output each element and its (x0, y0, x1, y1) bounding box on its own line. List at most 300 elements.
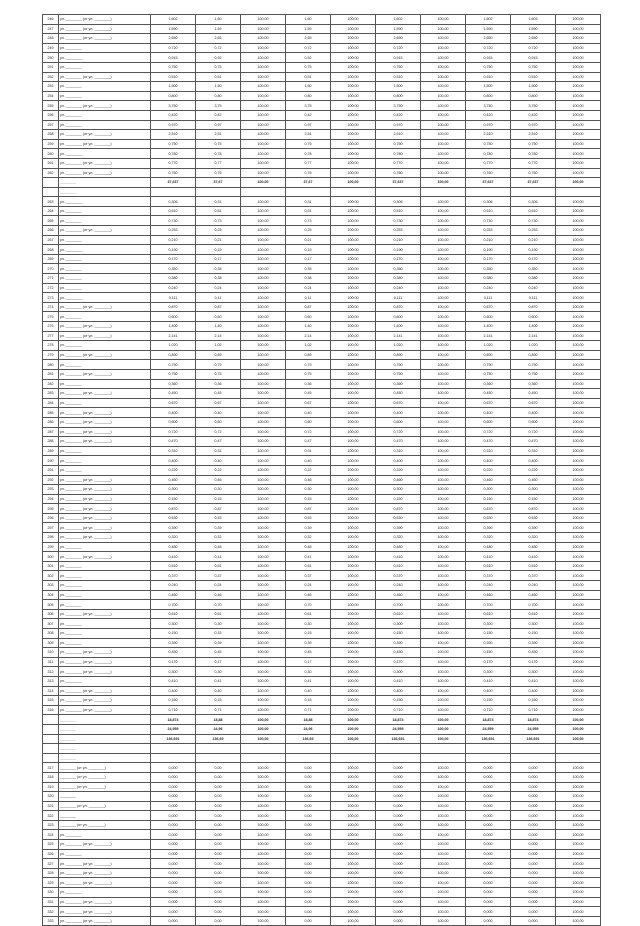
row-number: 272 (43, 283, 59, 293)
value-cell: 100,00 (421, 427, 466, 437)
value-cell (196, 753, 241, 763)
value-cell: 100,00 (421, 772, 466, 782)
value-cell: 0,24 (286, 283, 331, 293)
value-cell: 0,17 (286, 657, 331, 667)
value-cell: 0,750 (511, 62, 556, 72)
value-cell: 100,00 (556, 293, 601, 303)
value-cell (331, 744, 376, 754)
street-name: ул. ________ (от ул. ________) (59, 878, 151, 888)
value-cell: 100,00 (556, 178, 601, 188)
row-number: 318 (43, 772, 59, 782)
value-cell: 0,150 (151, 696, 196, 706)
value-cell: 0,000 (466, 888, 511, 898)
table-row (43, 360, 601, 370)
value-cell: 0,000 (151, 801, 196, 811)
value-cell: 100,00 (331, 667, 376, 677)
value-cell: 0,40 (196, 686, 241, 696)
value-cell: 0,000 (511, 820, 556, 830)
value-cell: 0,73 (196, 216, 241, 226)
value-cell: 0,00 (196, 811, 241, 821)
value-cell: 0,75 (196, 62, 241, 72)
value-cell: 0,510 (511, 206, 556, 216)
street-name: ул. ________ (59, 629, 151, 639)
table-row (43, 254, 601, 264)
value-cell: 100,00 (331, 907, 376, 917)
table-row (43, 849, 601, 859)
value-cell: 100,00 (421, 341, 466, 351)
value-cell: 0,61 (196, 609, 241, 619)
table-row (43, 629, 601, 639)
value-cell: 100,00 (331, 859, 376, 869)
value-cell: 0,47 (196, 437, 241, 447)
value-cell: 0,750 (466, 139, 511, 149)
value-cell: 100,00 (241, 715, 286, 725)
street-name: ул. ________ (59, 149, 151, 159)
value-cell: 0,410 (466, 676, 511, 686)
row-number: 306 (43, 609, 59, 619)
value-cell: 100,00 (331, 446, 376, 456)
value-cell: 100,00 (556, 897, 601, 907)
value-cell: 0,170 (376, 657, 421, 667)
value-cell: 0,15 (286, 494, 331, 504)
street-name: ________ (59, 811, 151, 821)
value-cell: 100,00 (556, 408, 601, 418)
value-cell: 0,75 (286, 139, 331, 149)
row-number: 268 (43, 245, 59, 255)
value-cell: 0,92 (286, 53, 331, 63)
value-cell: 100,00 (556, 552, 601, 562)
value-cell: 1,50 (196, 82, 241, 92)
row-number: 264 (43, 206, 59, 216)
table-row (43, 456, 601, 466)
value-cell (331, 753, 376, 763)
value-cell (286, 187, 331, 197)
value-cell: 0,000 (376, 772, 421, 782)
value-cell: 100,00 (331, 763, 376, 773)
value-cell: 0,253 (511, 226, 556, 236)
value-cell: 100,00 (556, 763, 601, 773)
value-cell (151, 753, 196, 763)
value-cell: 100,00 (241, 763, 286, 773)
value-cell: 100,00 (421, 801, 466, 811)
value-cell: 0,320 (151, 533, 196, 543)
value-cell: 100,00 (241, 581, 286, 591)
value-cell: 0,700 (151, 600, 196, 610)
value-cell: 0,970 (466, 120, 511, 130)
table-row (43, 293, 601, 303)
value-cell: 0,000 (151, 897, 196, 907)
value-cell: 0,750 (376, 369, 421, 379)
value-cell: 0,420 (511, 110, 556, 120)
value-cell: 0,51 (286, 72, 331, 82)
value-cell: 100,00 (421, 849, 466, 859)
value-cell: 0,320 (466, 533, 511, 543)
table-row (43, 34, 601, 44)
value-cell: 100,00 (556, 331, 601, 341)
value-cell (556, 753, 601, 763)
row-number (43, 178, 59, 188)
value-cell: 100,00 (331, 178, 376, 188)
street-name: ул. ________ (от ул. ________) (59, 648, 151, 658)
value-cell: 0,000 (466, 868, 511, 878)
street-name: ул. ________ (59, 245, 151, 255)
value-cell: 0,30 (196, 667, 241, 677)
value-cell: 100,00 (421, 206, 466, 216)
value-cell: 100,00 (241, 868, 286, 878)
value-cell: 100,00 (331, 149, 376, 159)
value-cell: 100,00 (421, 638, 466, 648)
value-cell: 100,00 (331, 283, 376, 293)
value-cell: 100,00 (421, 859, 466, 869)
value-cell: 0,42 (286, 110, 331, 120)
value-cell: 100,00 (556, 398, 601, 408)
value-cell: 100,00 (241, 609, 286, 619)
value-cell: 100,00 (241, 619, 286, 629)
value-cell: 100,00 (241, 907, 286, 917)
value-cell: 100,00 (556, 561, 601, 571)
value-cell: 100,00 (421, 533, 466, 543)
value-cell: 0,240 (151, 283, 196, 293)
value-cell: 100,00 (331, 139, 376, 149)
row-number: 301 (43, 561, 59, 571)
value-cell: 100,00 (331, 408, 376, 418)
value-cell: 1,500 (151, 82, 196, 92)
value-cell: 100,00 (556, 437, 601, 447)
row-number: 287 (43, 427, 59, 437)
value-cell: 100,00 (331, 235, 376, 245)
street-name: ул. ________ (от ул. ________) (59, 504, 151, 514)
value-cell: 100,00 (421, 72, 466, 82)
value-cell: 0,000 (466, 840, 511, 850)
value-cell: 0,46 (196, 475, 241, 485)
table-row (43, 561, 601, 571)
street-name: ул. ________ (59, 398, 151, 408)
value-cell: 0,400 (466, 456, 511, 466)
value-cell: 100,00 (421, 792, 466, 802)
value-cell: 24,96 (286, 724, 331, 734)
row-number: 297 (43, 523, 59, 533)
value-cell: 100,00 (556, 216, 601, 226)
table-row (43, 197, 601, 207)
value-cell: 100,00 (241, 82, 286, 92)
value-cell: 100,00 (556, 657, 601, 667)
value-cell: 0,870 (466, 302, 511, 312)
value-cell: 100,00 (421, 43, 466, 53)
value-cell: 0,720 (466, 427, 511, 437)
value-cell: 0,400 (466, 408, 511, 418)
value-cell: 0,00 (286, 820, 331, 830)
value-cell: 0,150 (151, 629, 196, 639)
value-cell: 0,51 (286, 206, 331, 216)
value-cell: 0,450 (511, 648, 556, 658)
value-cell: 100,00 (331, 312, 376, 322)
value-cell: 100,00 (556, 360, 601, 370)
street-name: ул. ________ (59, 312, 151, 322)
value-cell: 2,141 (466, 331, 511, 341)
value-cell: 100,00 (421, 504, 466, 514)
value-cell: 0,240 (376, 581, 421, 591)
value-cell: 100,00 (556, 15, 601, 25)
value-cell: 0,310 (511, 446, 556, 456)
street-name: ул. ________ (59, 571, 151, 581)
table-row (43, 322, 601, 332)
row-number: 265 (43, 216, 59, 226)
value-cell: 100,00 (556, 859, 601, 869)
value-cell: 0,48 (286, 542, 331, 552)
value-cell: 0,000 (151, 907, 196, 917)
value-cell: 0,24 (196, 283, 241, 293)
value-cell: 0,915 (151, 53, 196, 63)
value-cell: 0,170 (376, 254, 421, 264)
table-row (43, 667, 601, 677)
value-cell: 100,00 (421, 916, 466, 926)
value-cell: 0,670 (376, 398, 421, 408)
table-row (43, 648, 601, 658)
row-number: 329 (43, 878, 59, 888)
row-number: 253 (43, 82, 59, 92)
value-cell: 0,790 (511, 360, 556, 370)
value-cell: 1,59 (196, 24, 241, 34)
value-cell: 0,750 (511, 369, 556, 379)
table-row (43, 772, 601, 782)
value-cell: 0,915 (376, 53, 421, 63)
value-cell: 0,800 (511, 91, 556, 101)
street-name: ул. ________ (59, 600, 151, 610)
value-cell: 100,00 (421, 254, 466, 264)
value-cell: 1,400 (151, 322, 196, 332)
street-name: ул. ________ (59, 293, 151, 303)
value-cell: 100,00 (241, 24, 286, 34)
street-name: ул. ________ (от ул. ________) (59, 840, 151, 850)
row-number: 277 (43, 331, 59, 341)
value-cell: 0,000 (151, 763, 196, 773)
value-cell: 100,00 (421, 600, 466, 610)
value-cell: 100,00 (421, 494, 466, 504)
value-cell: 100,00 (331, 24, 376, 34)
value-cell: 100,00 (556, 312, 601, 322)
value-cell: 0,60 (196, 417, 241, 427)
value-cell: 100,00 (556, 139, 601, 149)
table-row (43, 62, 601, 72)
value-cell: 0,253 (466, 226, 511, 236)
value-cell: 0,000 (376, 820, 421, 830)
value-cell: 24,959 (376, 724, 421, 734)
value-cell: 100,00 (241, 533, 286, 543)
value-cell (376, 744, 421, 754)
value-cell: 100,00 (331, 226, 376, 236)
street-name: ул. ________ (от ул. ________) (59, 427, 151, 437)
value-cell: 100,00 (421, 811, 466, 821)
value-cell: 37,637 (376, 178, 421, 188)
row-number: 271 (43, 274, 59, 284)
value-cell: 100,00 (421, 274, 466, 284)
table-row (43, 523, 601, 533)
value-cell: 0,51 (196, 206, 241, 216)
value-cell: 100,00 (556, 600, 601, 610)
value-cell: 1,590 (376, 24, 421, 34)
value-cell: 100,00 (421, 734, 466, 744)
value-cell: 0,45 (286, 648, 331, 658)
value-cell (421, 744, 466, 754)
value-cell: 100,00 (421, 830, 466, 840)
value-cell: 0,700 (511, 600, 556, 610)
value-cell: 100,00 (241, 130, 286, 140)
value-cell: 0,800 (151, 91, 196, 101)
value-cell: 0,220 (511, 465, 556, 475)
value-cell: 0,400 (376, 456, 421, 466)
value-cell: 100,00 (241, 245, 286, 255)
value-cell: 0,79 (286, 360, 331, 370)
value-cell: 0,790 (151, 360, 196, 370)
value-cell: 0,30 (286, 619, 331, 629)
value-cell: 100,00 (556, 696, 601, 706)
street-name: ________ (59, 715, 151, 725)
value-cell: 0,190 (151, 245, 196, 255)
value-cell: 100,00 (331, 686, 376, 696)
value-cell: 0,253 (376, 226, 421, 236)
value-cell: 136,69 (286, 734, 331, 744)
row-number: 266 (43, 226, 59, 236)
value-cell: 0,77 (196, 158, 241, 168)
table-summary-row (43, 724, 601, 734)
value-cell: 0,890 (466, 350, 511, 360)
value-cell: 100,00 (241, 590, 286, 600)
table-row (43, 398, 601, 408)
table-row (43, 446, 601, 456)
value-cell: 100,00 (556, 446, 601, 456)
value-cell: 136,69 (196, 734, 241, 744)
value-cell: 100,00 (556, 283, 601, 293)
value-cell: 100,00 (421, 657, 466, 667)
value-cell: 0,000 (151, 811, 196, 821)
value-cell: 100,00 (241, 513, 286, 523)
value-cell: 100,00 (421, 322, 466, 332)
value-cell: 100,00 (556, 878, 601, 888)
value-cell: 0,610 (511, 609, 556, 619)
value-cell: 100,00 (241, 110, 286, 120)
value-cell: 0,300 (511, 667, 556, 677)
row-number: 293 (43, 485, 59, 495)
value-cell: 24,959 (151, 724, 196, 734)
value-cell: 100,00 (241, 888, 286, 898)
value-cell: 100,00 (421, 139, 466, 149)
street-name: ________ (59, 734, 151, 744)
value-cell: 0,210 (466, 235, 511, 245)
value-cell: 0,460 (511, 590, 556, 600)
value-cell: 0,170 (151, 254, 196, 264)
value-cell: 0,47 (286, 437, 331, 447)
value-cell: 0,37 (286, 571, 331, 581)
value-cell: 0,800 (466, 91, 511, 101)
value-cell: 0,61 (286, 609, 331, 619)
value-cell (151, 744, 196, 754)
value-cell: 0,780 (151, 149, 196, 159)
value-cell: 100,00 (421, 878, 466, 888)
table-row (43, 302, 601, 312)
value-cell: 100,00 (421, 686, 466, 696)
value-cell: 0,000 (376, 907, 421, 917)
value-cell: 0,170 (151, 657, 196, 667)
value-cell: 0,000 (151, 916, 196, 926)
table-row (43, 763, 601, 773)
value-cell: 0,87 (196, 302, 241, 312)
value-cell: 0,00 (286, 897, 331, 907)
row-number: 254 (43, 91, 59, 101)
value-cell: 0,870 (511, 504, 556, 514)
street-name: ул. ________ (от ул. ________) (59, 72, 151, 82)
value-cell: 0,300 (376, 667, 421, 677)
street-name: ул. ________ (от ул. ________) (59, 34, 151, 44)
value-cell: 100,00 (241, 168, 286, 178)
value-cell: 0,000 (466, 820, 511, 830)
value-cell: 0,150 (466, 696, 511, 706)
table-row (43, 110, 601, 120)
value-cell: 0,35 (196, 264, 241, 274)
table-row (43, 389, 601, 399)
row-number: 312 (43, 667, 59, 677)
value-cell: 100,00 (241, 705, 286, 715)
value-cell: 0,870 (376, 302, 421, 312)
value-cell: 1,500 (511, 82, 556, 92)
value-cell: 100,00 (241, 504, 286, 514)
value-cell: 18,874 (151, 715, 196, 725)
value-cell: 100,00 (241, 322, 286, 332)
value-cell (466, 744, 511, 754)
value-cell: 0,400 (511, 408, 556, 418)
value-cell: 37,67 (196, 178, 241, 188)
value-cell: 0,380 (466, 274, 511, 284)
value-cell: 0,450 (151, 648, 196, 658)
value-cell: 2,650 (376, 34, 421, 44)
street-name: ________ (59, 187, 151, 197)
table-row (43, 130, 601, 140)
row-number (43, 753, 59, 763)
value-cell: 100,00 (241, 523, 286, 533)
row-number: 324 (43, 830, 59, 840)
value-cell: 2,650 (466, 34, 511, 44)
value-cell: 100,00 (421, 888, 466, 898)
value-cell: 100,00 (556, 341, 601, 351)
value-cell: 100,00 (331, 197, 376, 207)
value-cell: 0,700 (376, 600, 421, 610)
value-cell: 1,02 (196, 341, 241, 351)
row-number: 315 (43, 696, 59, 706)
value-cell: 0,000 (511, 859, 556, 869)
value-cell: 0,000 (466, 782, 511, 792)
value-cell: 0,150 (511, 629, 556, 639)
value-cell: 3,750 (376, 101, 421, 111)
value-cell: 0,41 (286, 676, 331, 686)
row-number: 307 (43, 619, 59, 629)
value-cell: 2,141 (151, 331, 196, 341)
value-cell: 24,96 (196, 724, 241, 734)
row-number: 274 (43, 302, 59, 312)
street-name: ул. ________ (от ул. ________) (59, 417, 151, 427)
street-name: ул. ________ (от ул. ________) (59, 916, 151, 926)
row-number: 328 (43, 868, 59, 878)
value-cell: 100,00 (331, 437, 376, 447)
value-cell: 100,00 (556, 523, 601, 533)
value-cell: 100,00 (241, 494, 286, 504)
value-cell: 0,00 (286, 792, 331, 802)
value-cell: 0,420 (376, 110, 421, 120)
street-name: ул. ________ (от ул. ________) (59, 552, 151, 562)
value-cell: 100,00 (421, 475, 466, 485)
value-cell: 0,00 (286, 859, 331, 869)
value-cell: 0,390 (151, 523, 196, 533)
value-cell: 100,00 (556, 907, 601, 917)
value-cell: 100,00 (331, 542, 376, 552)
